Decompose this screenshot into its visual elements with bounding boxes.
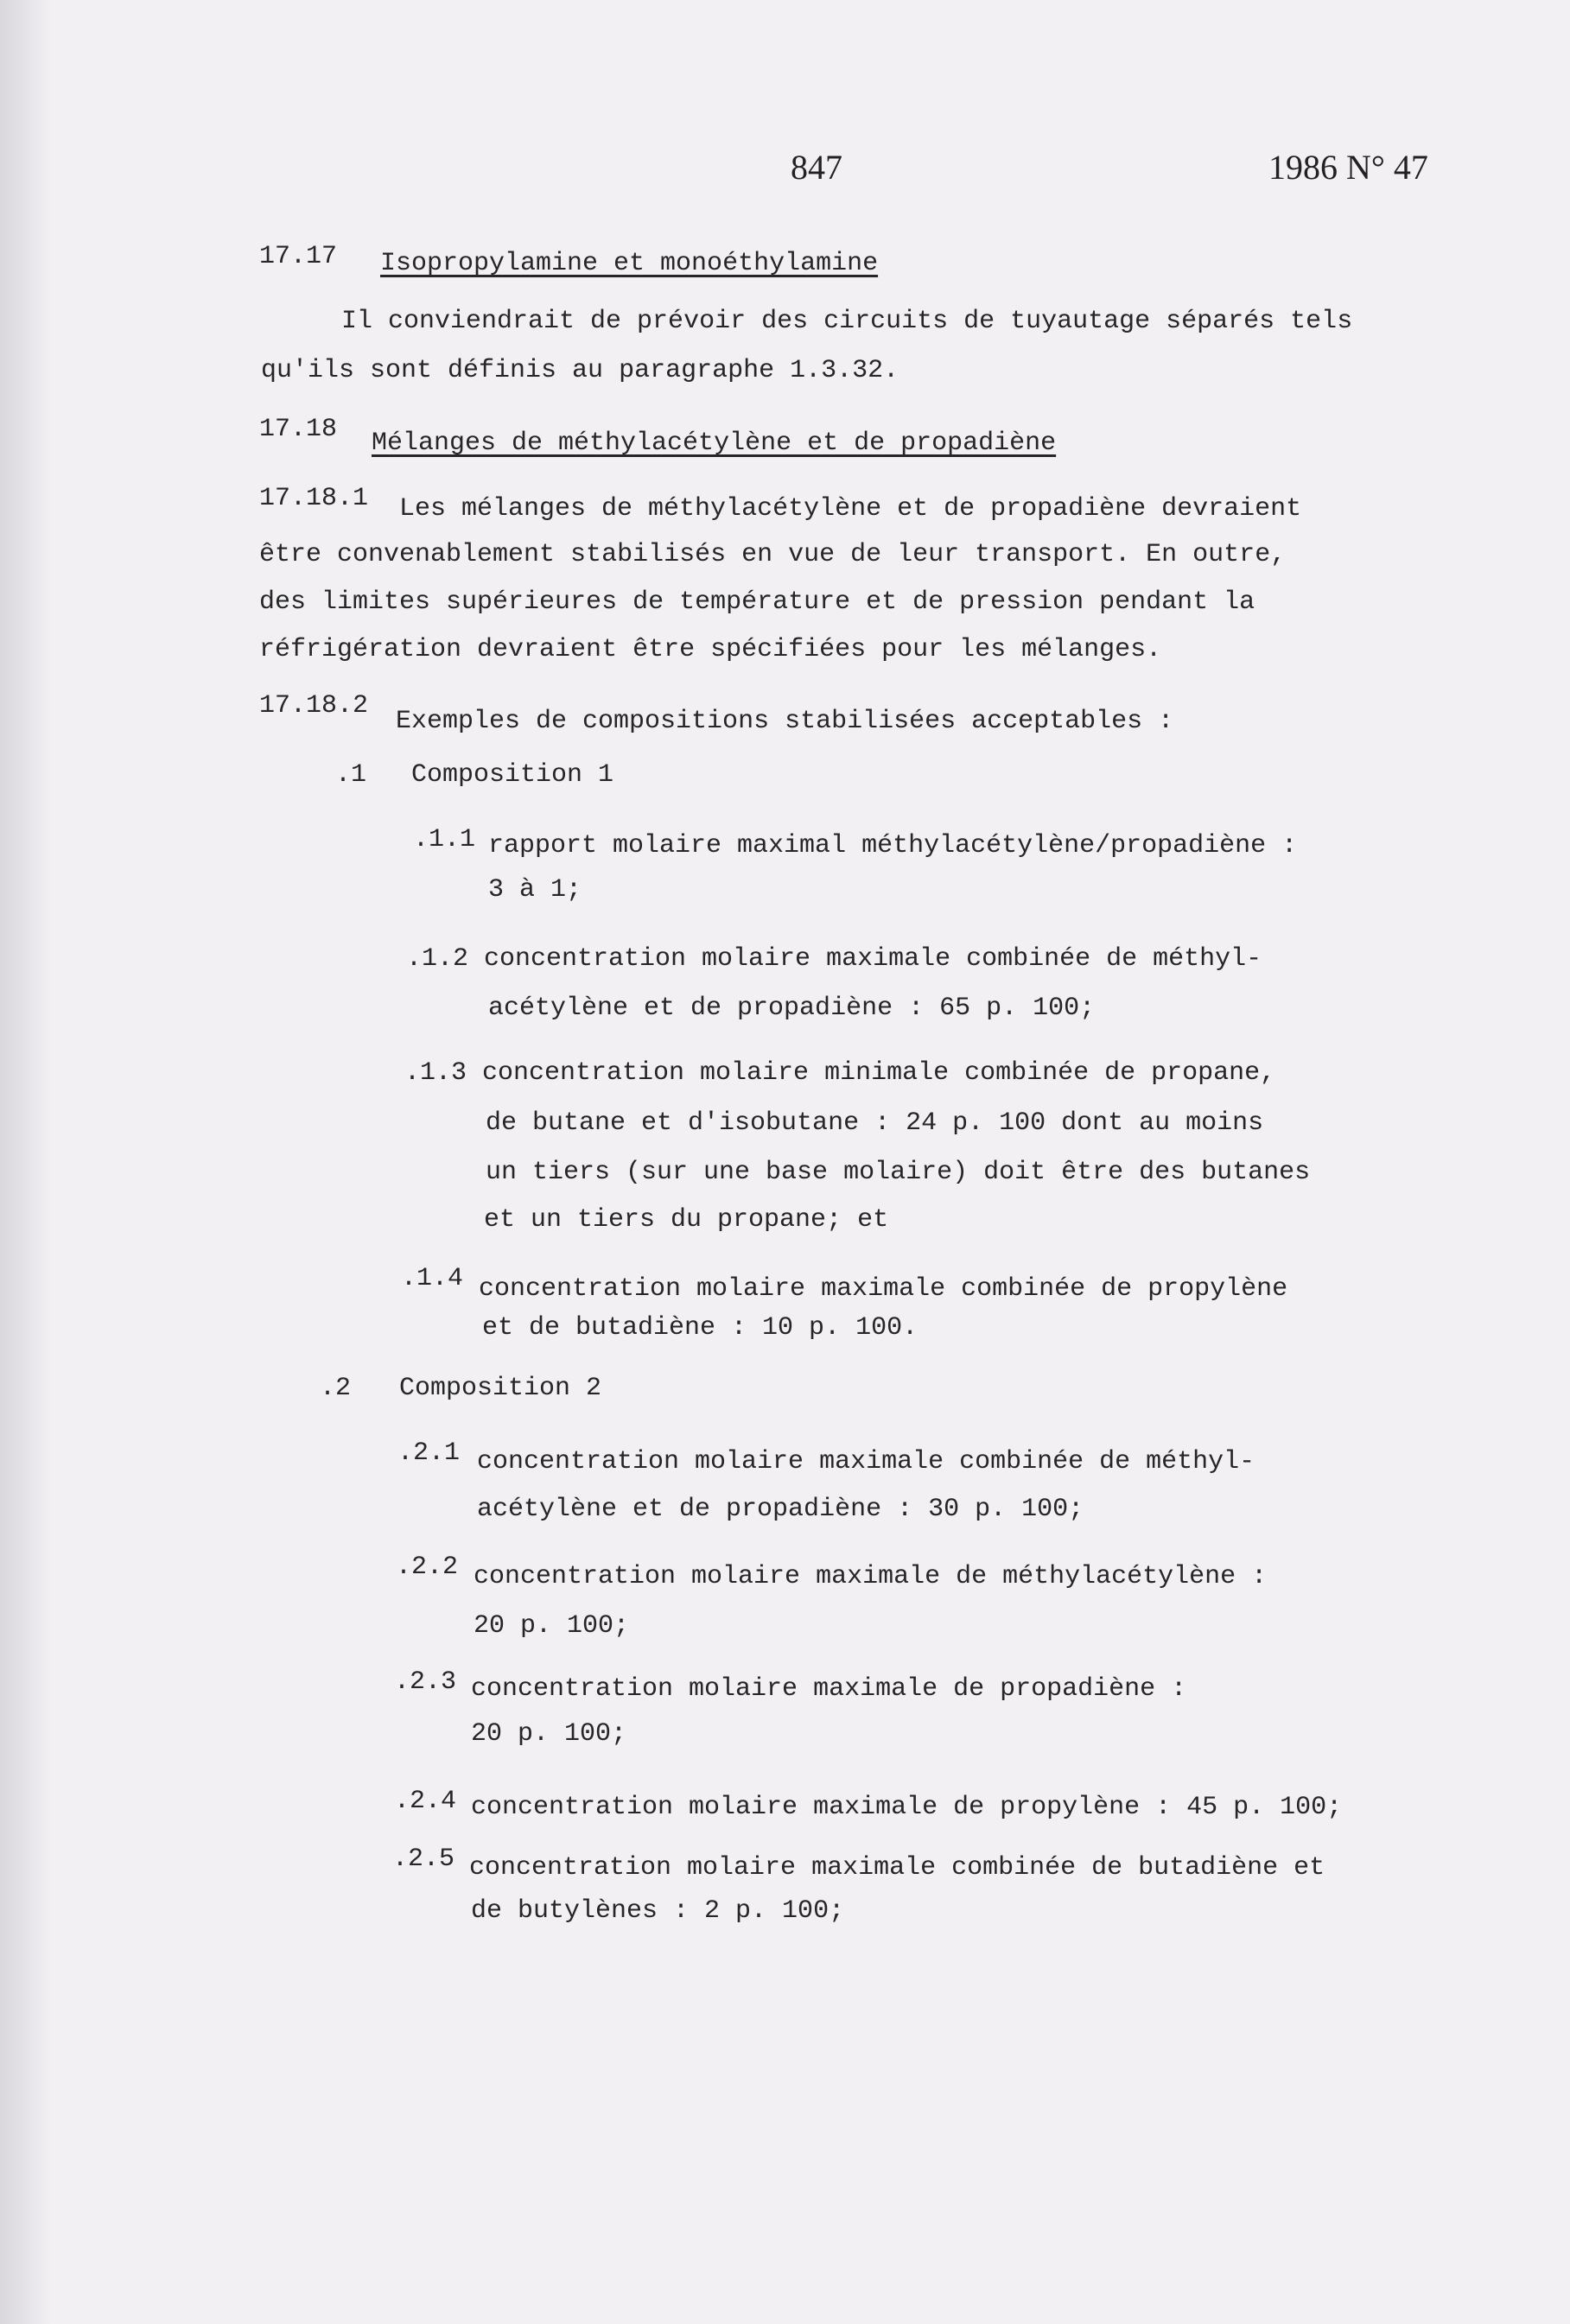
item-line: et un tiers du propane; et [484, 1205, 889, 1235]
item-line: concentration molaire maximale de propylène : 45 p. 100; [471, 1793, 1343, 1822]
item-number: .2.2 [396, 1553, 459, 1582]
item-line: rapport molaire maximal méthylacétylène/propadiène : [488, 831, 1298, 860]
document-reference: 1986 N° 47 [1268, 148, 1428, 187]
item-line: acétylène et de propadiène : 65 p. 100; [488, 994, 1096, 1023]
paragraph-line: être convenablement stabilisés en vue de leur transport. En outre, [259, 540, 1287, 569]
item-number: .1.1 [413, 825, 476, 854]
item-number: .2.3 [394, 1667, 457, 1697]
item-line: de butylènes : 2 p. 100; [471, 1896, 845, 1926]
composition-title: Composition 2 [399, 1374, 602, 1403]
item-line: 20 p. 100; [471, 1719, 627, 1749]
item-number: .1.4 [401, 1264, 464, 1293]
section-title: Mélanges de méthylacétylène et de propadiène [372, 429, 1057, 458]
page-edge-shadow [0, 0, 52, 2324]
item-line: 20 p. 100; [474, 1611, 630, 1641]
item-line: concentration molaire maximale combinée de butadiène et [469, 1853, 1325, 1883]
paragraph-line: Les mélanges de méthylacétylène et de propadiène devraient [399, 494, 1302, 524]
item-line: concentration molaire maximale combinée de méthyl- [484, 944, 1262, 974]
item-number: .2.1 [397, 1438, 461, 1468]
section-number: 17.18 [259, 415, 338, 444]
section-number: 17.18.1 [259, 484, 369, 513]
item-line: 3 à 1; [488, 875, 582, 905]
item-number: .2.5 [392, 1845, 455, 1874]
item-number: .1.2 [406, 944, 469, 974]
item-line: concentration molaire maximale combinée de propylène [479, 1274, 1288, 1304]
item-number: .1 [335, 760, 367, 790]
item-line: concentration molaire maximale de propadiène : [471, 1674, 1187, 1704]
item-line: concentration molaire maximale combinée de méthyl- [477, 1447, 1255, 1476]
page-number: 847 [791, 148, 842, 187]
composition-title: Composition 1 [411, 760, 614, 790]
paragraph-line: Exemples de compositions stabilisées acceptables : [396, 707, 1174, 736]
paragraph-line: des limites supérieures de température et de pression pendant la [259, 587, 1255, 617]
paragraph-line: Il conviendrait de prévoir des circuits de tuyautage séparés tels [341, 307, 1353, 336]
item-number: .2 [320, 1374, 352, 1403]
section-number: 17.18.2 [259, 691, 369, 721]
item-line: acétylène et de propadiène : 30 p. 100; [477, 1495, 1084, 1524]
item-number: .1.3 [404, 1058, 467, 1088]
section-number: 17.17 [259, 242, 338, 271]
section-title: Isopropylamine et monoéthylamine [380, 249, 879, 278]
item-line: concentration molaire maximale de méthylacétylène : [474, 1562, 1268, 1591]
item-number: .2.4 [394, 1787, 457, 1816]
item-line: et de butadiène : 10 p. 100. [482, 1313, 918, 1343]
paragraph-line: réfrigération devraient être spécifiées pour les mélanges. [259, 635, 1162, 664]
item-line: un tiers (sur une base molaire) doit être des butanes [486, 1158, 1311, 1187]
paragraph-line: qu'ils sont définis au paragraphe 1.3.32. [261, 356, 899, 385]
item-line: concentration molaire minimale combinée de propane, [482, 1058, 1276, 1088]
item-line: de butane et d'isobutane : 24 p. 100 dont au moins [486, 1108, 1264, 1138]
